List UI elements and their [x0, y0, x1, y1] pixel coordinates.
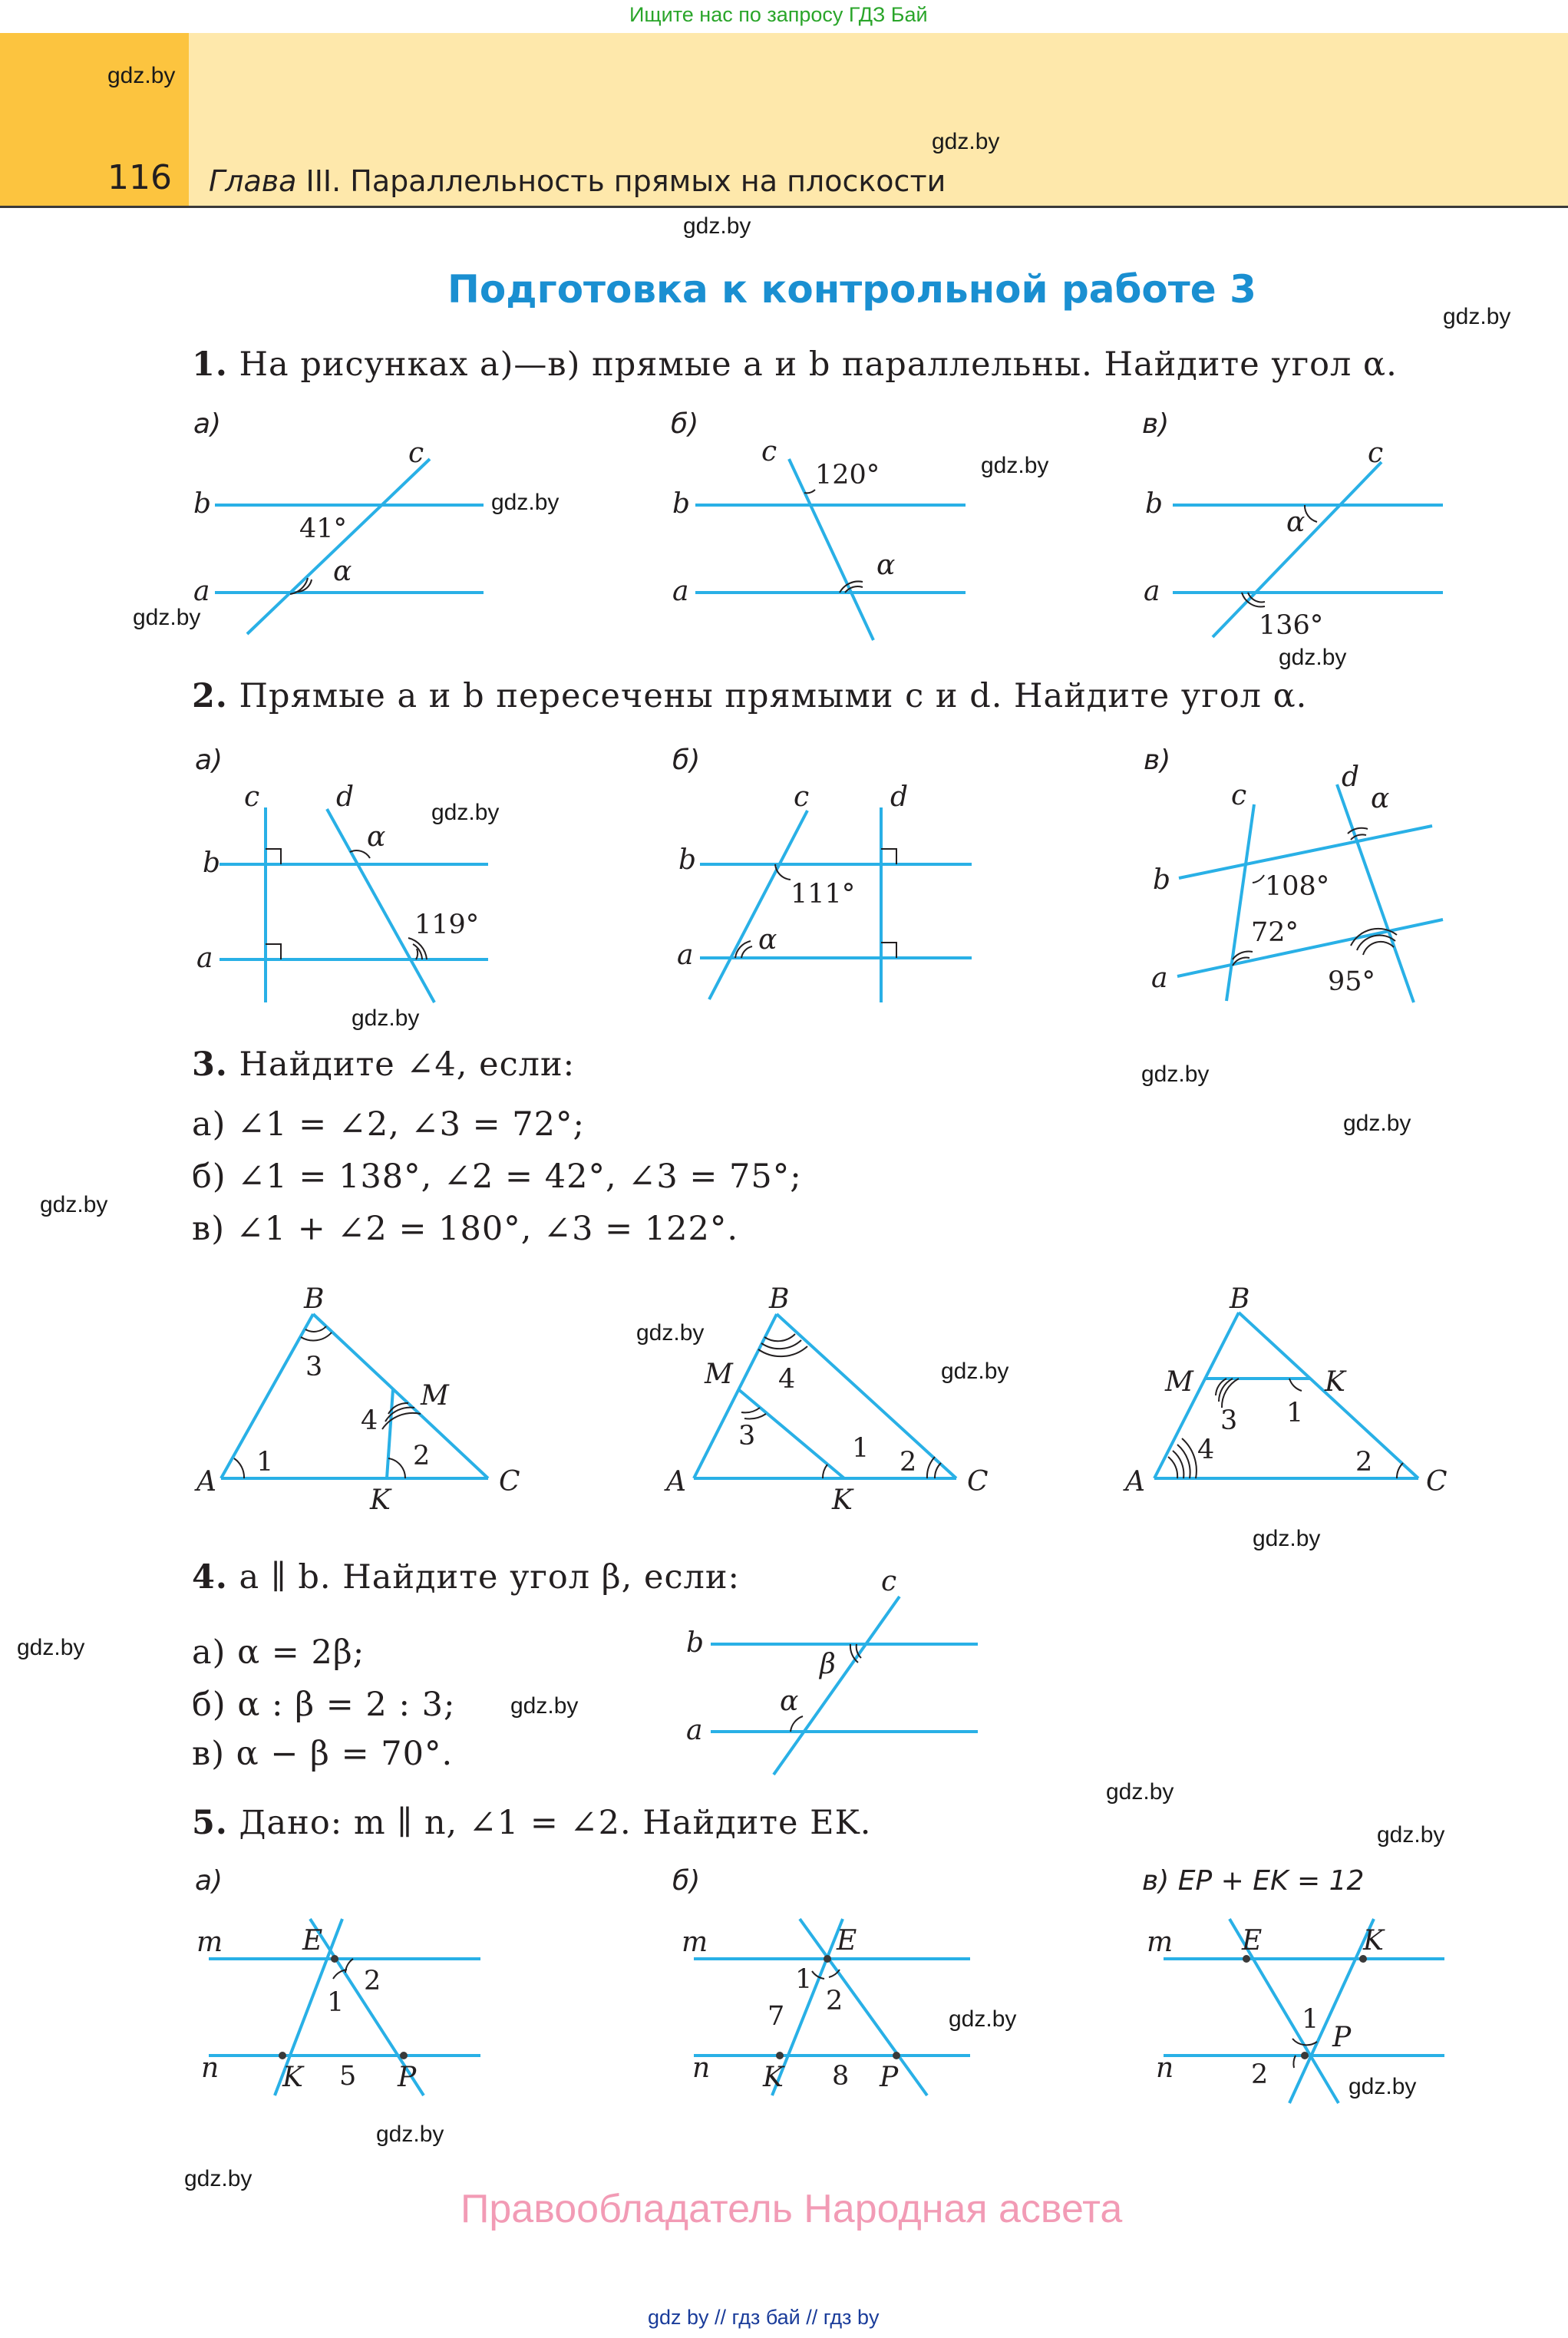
fig-1a: [193, 438, 484, 634]
task-4: 4. a ∥ b. Найдите угол β, если:: [192, 1558, 740, 1597]
watermark: gdz.by: [932, 129, 1000, 154]
svg-text:n: n: [692, 2052, 711, 2084]
svg-text:K: K: [1325, 1366, 1345, 1398]
watermark: gdz.by: [636, 1320, 705, 1346]
svg-text:2: 2: [826, 1986, 843, 2016]
watermark: gdz.by: [1279, 645, 1347, 670]
svg-text:M: M: [1165, 1366, 1193, 1398]
svg-text:A: A: [196, 1466, 216, 1498]
svg-text:K: K: [1363, 1925, 1384, 1957]
svg-text:2: 2: [364, 1966, 381, 1996]
svg-text:α: α: [367, 821, 386, 853]
task-4-item: а) α = 2β;: [192, 1633, 365, 1672]
fig-3c: [1123, 1283, 1448, 1498]
svg-text:β: β: [820, 1649, 836, 1680]
svg-text:d: d: [890, 781, 909, 813]
svg-text:α: α: [876, 550, 896, 581]
svg-text:E: E: [1242, 1925, 1263, 1957]
svg-text:α: α: [780, 1686, 799, 1717]
watermark: gdz.by: [107, 63, 176, 88]
fig-label: а): [195, 1865, 223, 1897]
watermark: gdz.by: [184, 2166, 253, 2191]
svg-text:a: a: [1151, 963, 1168, 994]
footer-links[interactable]: gdz by // гдз бай // гдз by: [648, 2306, 880, 2329]
svg-text:c: c: [408, 438, 424, 469]
svg-text:b: b: [678, 844, 697, 876]
svg-text:d: d: [336, 781, 355, 813]
svg-text:c: c: [761, 436, 777, 467]
svg-text:1: 1: [795, 1964, 813, 1995]
svg-text:c: c: [1368, 438, 1384, 469]
svg-text:5: 5: [339, 2061, 357, 2092]
watermark: gdz.by: [133, 605, 201, 630]
watermark: gdz.by: [510, 1693, 579, 1719]
svg-text:119°: 119°: [414, 910, 480, 940]
svg-text:a: a: [1144, 576, 1160, 607]
svg-text:c: c: [244, 781, 260, 813]
svg-text:3: 3: [1220, 1405, 1238, 1436]
watermark: gdz.by: [1443, 304, 1511, 329]
watermark: gdz.by: [40, 1192, 108, 1217]
svg-text:B: B: [769, 1283, 790, 1315]
fig-1b: [672, 436, 966, 640]
svg-text:41°: 41°: [299, 514, 348, 544]
svg-text:b: b: [193, 488, 212, 520]
task-4-item: в) α − β = 70°.: [192, 1735, 454, 1773]
watermark: gdz.by: [431, 800, 500, 825]
svg-text:7: 7: [767, 2001, 785, 2032]
svg-text:c: c: [1231, 780, 1247, 811]
watermark: gdz.by: [1348, 2074, 1417, 2099]
fig-3a: [194, 1283, 520, 1516]
svg-text:1: 1: [1286, 1398, 1304, 1428]
task-1: 1. На рисунках а)—в) прямые a и b параллельны. Найдите угол α.: [192, 345, 1398, 384]
svg-text:b: b: [672, 488, 691, 520]
svg-text:b: b: [686, 1627, 705, 1659]
svg-text:136°: 136°: [1259, 610, 1324, 641]
svg-text:4: 4: [361, 1405, 378, 1436]
watermark: gdz.by: [949, 2006, 1017, 2032]
svg-text:C: C: [967, 1466, 989, 1498]
svg-text:1: 1: [852, 1433, 870, 1464]
watermark: gdz.by: [981, 453, 1049, 478]
svg-text:a: a: [196, 943, 213, 974]
fig-label: а): [193, 408, 222, 440]
svg-text:3: 3: [305, 1352, 323, 1382]
svg-text:E: E: [302, 1925, 323, 1957]
svg-text:72°: 72°: [1251, 917, 1299, 948]
svg-text:108°: 108°: [1265, 871, 1330, 902]
fig-label: б): [672, 745, 701, 776]
fig-2c: [1151, 761, 1443, 1002]
svg-text:1: 1: [1302, 2004, 1319, 2035]
svg-text:2: 2: [1251, 2059, 1269, 2090]
svg-text:a: a: [677, 939, 694, 971]
task-2: 2. Прямые a и b пересечены прямыми c и d. Найдите угол α.: [192, 677, 1308, 715]
svg-text:M: M: [421, 1380, 449, 1412]
svg-text:2: 2: [413, 1441, 431, 1471]
watermark: gdz.by: [17, 1635, 85, 1660]
svg-text:1: 1: [327, 1987, 345, 2018]
fig-5a: [196, 1919, 480, 2095]
svg-text:K: K: [282, 2062, 303, 2093]
svg-text:4: 4: [1197, 1435, 1215, 1465]
fig-label: б): [672, 1865, 701, 1897]
fig-3b: [664, 1283, 989, 1516]
svg-text:α: α: [1286, 507, 1306, 538]
svg-text:m: m: [1147, 1927, 1174, 1958]
fig-5b: [682, 1919, 970, 2095]
svg-text:E: E: [837, 1925, 857, 1957]
copyright-note: Правообладатель Народная асвета: [460, 2187, 1123, 2231]
svg-text:A: A: [1125, 1466, 1145, 1498]
svg-text:P: P: [398, 2062, 417, 2093]
watermark: gdz.by: [491, 490, 560, 515]
chapter-title: Глава III. Параллельность прямых на плоскости: [209, 164, 946, 198]
watermark: gdz.by: [1106, 1779, 1174, 1805]
task-3-item: в) ∠1 + ∠2 = 180°, ∠3 = 122°.: [192, 1210, 739, 1248]
svg-text:b: b: [1153, 864, 1171, 896]
svg-text:b: b: [1145, 488, 1164, 520]
fig-5c: [1147, 1919, 1444, 2103]
fig-label: в) EP + EK = 12: [1142, 1865, 1365, 1897]
fig-2a: [196, 781, 488, 1002]
svg-text:B: B: [1230, 1283, 1250, 1315]
fig-label: б): [671, 408, 699, 440]
svg-text:m: m: [682, 1927, 708, 1958]
watermark: gdz.by: [376, 2122, 444, 2147]
fig-label: в): [1144, 745, 1171, 776]
svg-text:α: α: [758, 924, 777, 956]
svg-text:95°: 95°: [1328, 966, 1376, 997]
task-3-item: б) ∠1 = 138°, ∠2 = 42°, ∠3 = 75°;: [192, 1157, 802, 1196]
task-4-item: б) α : β = 2 : 3;: [192, 1686, 456, 1724]
svg-text:b: b: [203, 847, 221, 879]
svg-text:a: a: [193, 576, 210, 607]
svg-text:K: K: [832, 1484, 853, 1516]
svg-text:2: 2: [1355, 1447, 1373, 1478]
task-3-item: а) ∠1 = ∠2, ∠3 = 72°;: [192, 1105, 586, 1144]
svg-text:n: n: [201, 2052, 220, 2084]
watermark: gdz.by: [352, 1006, 420, 1031]
svg-text:a: a: [672, 576, 689, 607]
svg-text:a: a: [686, 1715, 703, 1746]
svg-text:B: B: [304, 1283, 325, 1315]
svg-text:M: M: [705, 1359, 733, 1390]
svg-text:c: c: [881, 1566, 897, 1597]
watermark: gdz.by: [683, 213, 751, 239]
svg-text:c: c: [794, 781, 810, 813]
watermark: gdz.by: [1343, 1111, 1411, 1136]
fig-label: а): [195, 745, 223, 776]
task-5: 5. Дано: m ∥ n, ∠1 = ∠2. Найдите EK.: [192, 1804, 872, 1842]
fig-1c: [1144, 438, 1443, 641]
page-number: 116: [107, 158, 172, 197]
svg-text:P: P: [880, 2062, 899, 2093]
svg-text:m: m: [196, 1927, 223, 1958]
top-note: Ищите нас по запросу ГДЗ Бай: [629, 3, 928, 26]
watermark: gdz.by: [1253, 1526, 1321, 1551]
section-title: Подготовка к контрольной работе 3: [447, 267, 1256, 312]
fig-2b: [677, 781, 972, 1002]
svg-text:C: C: [499, 1466, 520, 1498]
watermark: gdz.by: [1141, 1062, 1210, 1087]
fig-4: [686, 1566, 978, 1775]
task-3: 3. Найдите ∠4, если:: [192, 1045, 576, 1084]
svg-text:α: α: [333, 556, 352, 587]
svg-text:4: 4: [778, 1364, 796, 1395]
svg-text:C: C: [1426, 1466, 1448, 1498]
svg-text:3: 3: [738, 1421, 756, 1451]
svg-text:8: 8: [832, 2061, 850, 2092]
svg-text:n: n: [1156, 2052, 1174, 2084]
svg-text:2: 2: [900, 1447, 917, 1478]
svg-text:d: d: [1342, 761, 1360, 793]
svg-text:P: P: [1332, 2022, 1352, 2053]
watermark: gdz.by: [1377, 1822, 1445, 1848]
svg-text:1: 1: [256, 1447, 274, 1478]
svg-text:K: K: [370, 1484, 391, 1516]
svg-text:111°: 111°: [791, 879, 856, 910]
svg-text:α: α: [1371, 783, 1390, 814]
svg-text:K: K: [763, 2062, 784, 2093]
svg-text:A: A: [666, 1466, 686, 1498]
svg-text:120°: 120°: [815, 460, 880, 490]
fig-label: в): [1142, 408, 1170, 440]
watermark: gdz.by: [941, 1359, 1009, 1384]
